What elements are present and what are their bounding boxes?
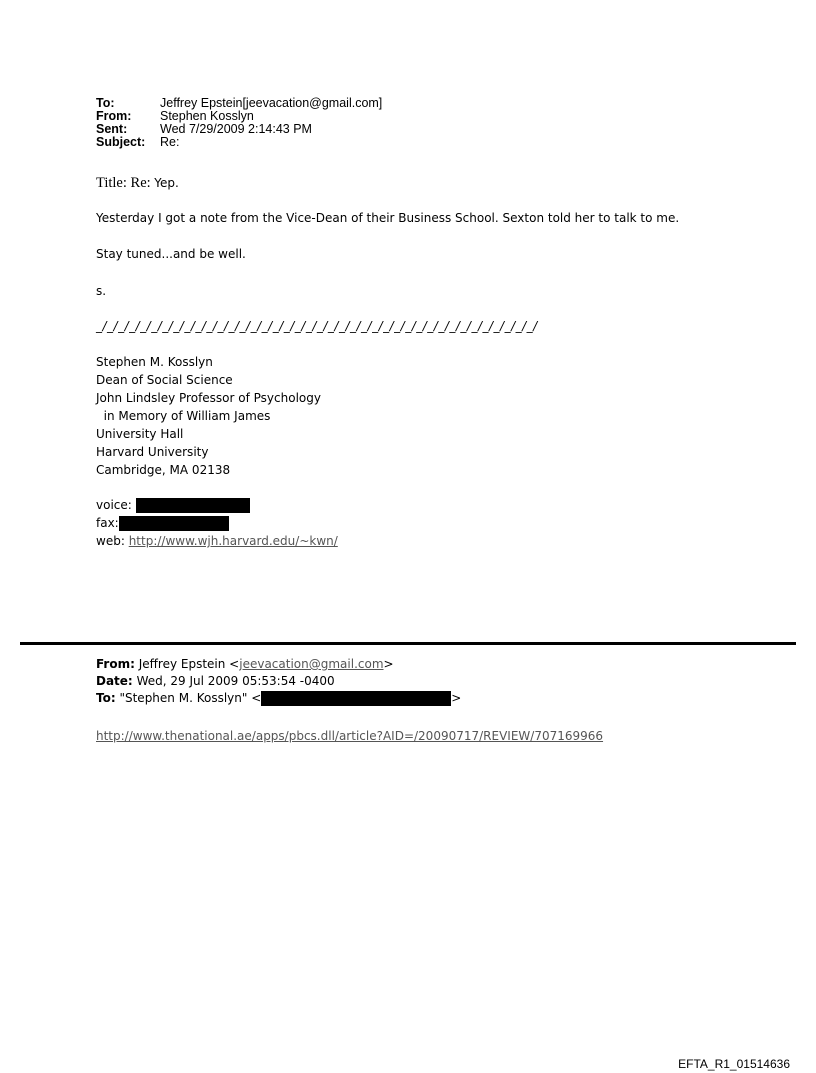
voice-row xyxy=(96,496,338,514)
forwarded-from-email-link[interactable]: jeevacation@gmail.com xyxy=(239,657,384,671)
body-paragraph-1: Yesterday I got a note from the Vice-Dean of their Business School. Sexton told her to talk to me. xyxy=(96,211,680,225)
web-label: web: xyxy=(96,534,125,548)
email-header xyxy=(96,97,382,149)
forwarded-from-row xyxy=(96,656,461,673)
body-paragraph-2: Stay tuned...and be well. xyxy=(96,247,246,261)
forwarded-to-label: To: xyxy=(96,691,116,705)
forwarded-to-value: "Stephen M. Kosslyn" < xyxy=(119,691,262,705)
forwarded-from-close: > xyxy=(383,657,394,671)
voice-label: voice: xyxy=(96,498,132,512)
fax-label: fax: xyxy=(96,516,119,530)
from-label: From: xyxy=(96,109,132,123)
redaction-box xyxy=(261,691,451,706)
forwarded-to-close: > xyxy=(451,691,462,705)
article-link[interactable]: http://www.thenational.ae/apps/pbcs.dll/article?AID=/20090717/REVIEW/707169966 xyxy=(96,729,604,743)
sent-value: Wed 7/29/2009 2:14:43 PM xyxy=(160,122,312,136)
title-label: Title: Re: xyxy=(96,175,151,191)
contact-block xyxy=(96,496,338,550)
signature-line: John Lindsley Professor of Psychology xyxy=(96,391,321,405)
forwarded-to-row xyxy=(96,690,461,707)
from-value: Stephen Kosslyn xyxy=(160,109,254,123)
forwarded-date-label: Date: xyxy=(96,674,133,688)
signature-line: in Memory of William James xyxy=(96,409,271,423)
signature-separator: _/_/_/_/_/_/_/_/_/_/_/_/_/_/_/_/_/_/_/_/_/_/_/_/_/_/_/_/_/_/_/_/_/_/_/_/_/_/_/_/ xyxy=(96,319,538,333)
redaction-box xyxy=(119,516,229,531)
forwarded-from-name: Jeffrey Epstein < xyxy=(138,657,240,671)
signature-block xyxy=(96,353,321,479)
forwarded-date-row xyxy=(96,673,461,690)
signature-line: Stephen M. Kosslyn xyxy=(96,355,213,369)
redaction-box xyxy=(136,498,250,513)
subject-value: Re: xyxy=(160,135,180,149)
forwarded-header xyxy=(96,656,461,707)
signature-line: Harvard University xyxy=(96,445,209,459)
header-subject-row xyxy=(96,136,382,149)
forwarded-from-label: From: xyxy=(96,657,135,671)
to-value: Jeffrey Epstein[jeevacation@gmail.com] xyxy=(160,96,383,110)
web-row xyxy=(96,532,338,550)
forwarded-date-value: Wed, 29 Jul 2009 05:53:54 -0400 xyxy=(136,674,335,688)
document-id: EFTA_R1_01514636 xyxy=(678,1057,790,1071)
signature-line: University Hall xyxy=(96,427,184,441)
signature-line: Cambridge, MA 02138 xyxy=(96,463,231,477)
article-link-row xyxy=(96,729,603,743)
title-value: Yep. xyxy=(154,176,179,190)
web-link[interactable]: http://www.wjh.harvard.edu/~kwn/ xyxy=(128,534,338,548)
body-paragraph-3: s. xyxy=(96,284,107,298)
to-label: To: xyxy=(96,96,115,110)
message-title xyxy=(96,175,179,192)
fax-row xyxy=(96,514,338,532)
signature-line: Dean of Social Science xyxy=(96,373,233,387)
section-divider xyxy=(20,642,796,645)
subject-label: Subject: xyxy=(96,135,146,149)
sent-label: Sent: xyxy=(96,122,128,136)
